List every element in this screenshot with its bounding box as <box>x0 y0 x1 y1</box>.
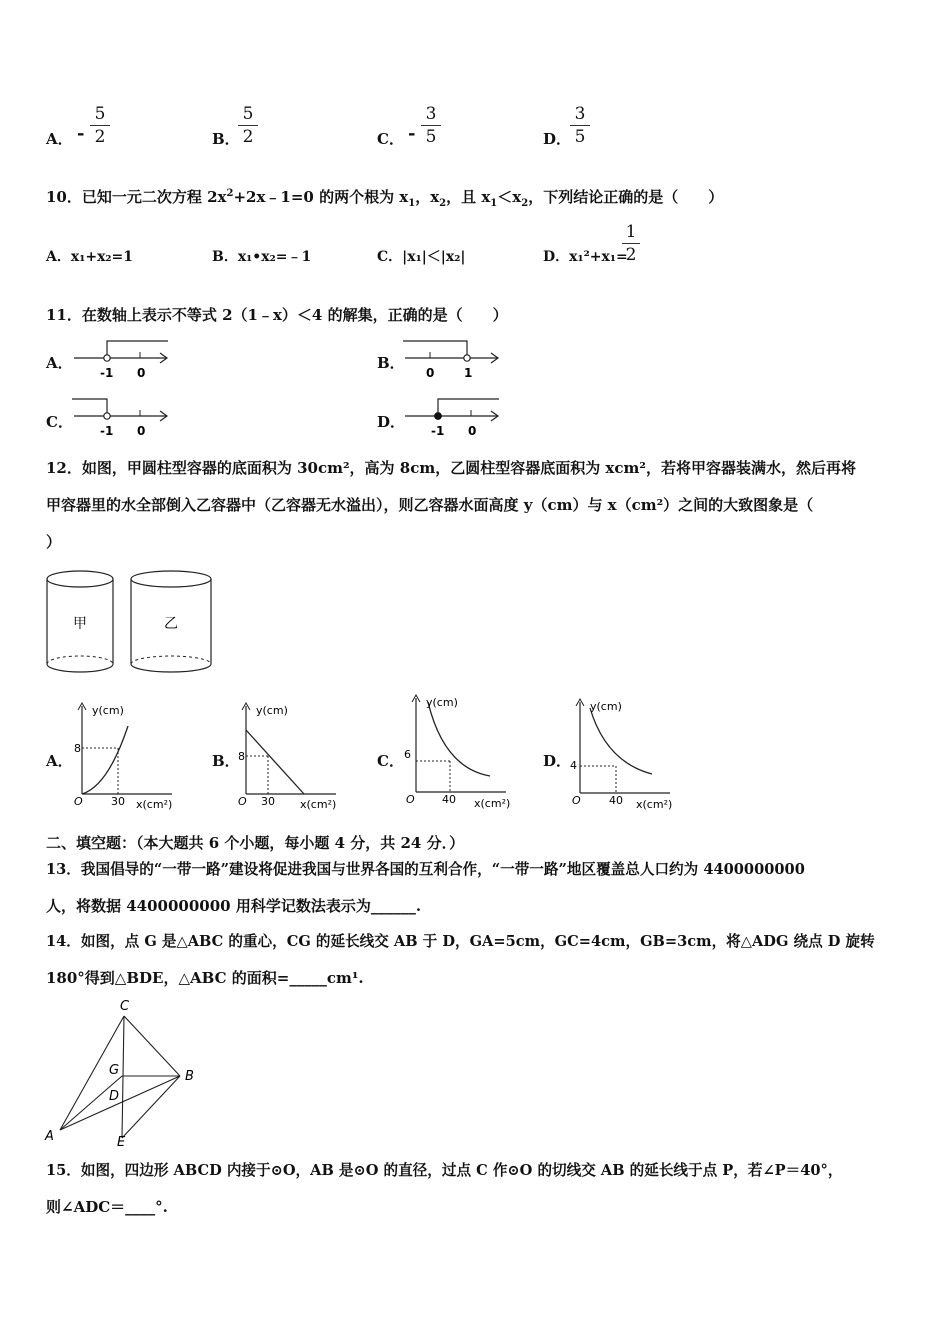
q14-line1: 14．如图，点 G 是△ABC 的重心，CG 的延长线交 AB 于 D，GA=5cm，GC=4cm，GB=3cm，将△ADG 绕点 D 旋转 <box>46 933 875 950</box>
q10-stem-d: ，且 x <box>446 188 491 206</box>
q11-option-b-label: B． <box>377 354 405 372</box>
denominator: 2 <box>242 127 254 147</box>
section-2-heading: 二、填空题：（本大题共 6 个小题，每小题 4 分，共 24 分．） <box>46 834 465 852</box>
q10-sub2: 2 <box>439 198 447 209</box>
q9-option-b-label: B． <box>212 130 240 148</box>
q12-option-b-label: B． <box>212 752 240 770</box>
q9-option-c-fraction <box>421 104 441 147</box>
point-g-label: G <box>109 1063 120 1078</box>
numerator: 5 <box>94 104 106 124</box>
q10-sub1: 1 <box>408 198 416 209</box>
point-e-label: E <box>117 1135 126 1148</box>
numerator: 3 <box>425 104 437 124</box>
x-axis-label: x(cm²) <box>300 798 337 811</box>
point-d-label: D <box>109 1089 120 1104</box>
q11-option-c-label: C． <box>46 413 73 431</box>
tick-label: 0 <box>426 366 435 380</box>
q10-option-b: B．x₁•x₂=﹣1 <box>212 249 312 265</box>
q10-sub2b: 2 <box>521 198 529 209</box>
q12-graph-b <box>236 700 348 812</box>
q12-option-d-label: D． <box>543 752 572 770</box>
origin-label: O <box>238 795 247 808</box>
q10-stem-b: +2x﹣1=0 的两个根为 x <box>233 188 409 206</box>
q11-option-d-numberline <box>403 396 503 442</box>
q12-option-c-label: C． <box>377 752 404 770</box>
q11-option-a-numberline <box>72 338 172 384</box>
x-axis-label: x(cm²) <box>636 798 673 811</box>
container-yi-label: 乙 <box>164 616 178 632</box>
tick-label: 1 <box>464 366 473 380</box>
q10-option-a: A．x₁+x₂=1 <box>46 249 134 265</box>
tick-label: 0 <box>137 424 146 438</box>
q9-option-c-sign: - <box>408 123 416 144</box>
q10-stem-a: 10．已知一元二次方程 2x <box>46 188 227 206</box>
q9-option-b-fraction <box>238 104 258 147</box>
origin-label: O <box>572 794 581 807</box>
q9-option-a-sign: - <box>77 123 85 144</box>
y-tick-label: 8 <box>238 750 245 763</box>
y-axis-label: y(cm) <box>426 696 458 709</box>
numerator: 3 <box>574 104 586 124</box>
q10-option-d-label: D．x₁²+x₁= <box>543 249 628 265</box>
tick-label: -1 <box>100 424 114 438</box>
q10-stem-c: ，x <box>415 188 440 206</box>
q12-line2: 甲容器里的水全部倒入乙容器中（乙容器无水溢出），则乙容器水面高度 y（cm）与 x（cm²）之间的大致图象是（ <box>46 496 814 514</box>
q12-graph-a <box>72 700 184 812</box>
q11-option-d-label: D． <box>377 413 406 431</box>
q11-option-c-numberline <box>72 396 172 442</box>
numerator: 5 <box>242 104 254 124</box>
q10-option-d-fraction <box>622 222 640 265</box>
origin-label: O <box>406 793 415 806</box>
y-axis-label: y(cm) <box>92 704 124 717</box>
q11-option-a-label: A． <box>46 354 73 372</box>
y-tick-label: 4 <box>570 759 577 772</box>
x-axis-label: x(cm²) <box>136 798 173 811</box>
x-axis-label: x(cm²) <box>474 797 511 810</box>
tick-label: -1 <box>431 424 445 438</box>
q10-stem-e: ＜x <box>497 188 522 206</box>
x-tick-label: 40 <box>609 794 623 807</box>
x-tick-label: 40 <box>442 793 456 806</box>
tick-label: -1 <box>100 366 114 380</box>
q12-line1: 12．如图，甲圆柱型容器的底面积为 30cm²，高为 8cm，乙圆柱型容器底面积为 xcm²，若将甲容器装满水，然后再将 <box>46 459 856 477</box>
denominator: 5 <box>574 127 586 147</box>
point-b-label: B <box>185 1069 194 1084</box>
q13-line2: 人，将数据 4400000000 用科学记数法表示为______. <box>46 897 422 915</box>
tick-label: 0 <box>137 366 146 380</box>
q13-line1: 13．我国倡导的“一带一路”建设将促进我国与世界各国的互利合作，“一带一路”地区覆盖总人口约为 4400000000 <box>46 861 805 878</box>
q9-option-a-label: A． <box>46 130 73 148</box>
q15-line1: 15．如图，四边形 ABCD 内接于⊙O，AB 是⊙O 的直径，过点 C 作⊙O 的切线交 AB 的延长线于点 P，若∠P＝40°， <box>46 1162 843 1179</box>
y-tick-label: 6 <box>404 748 411 761</box>
x-tick-label: 30 <box>111 795 125 808</box>
denominator: 2 <box>625 245 637 265</box>
point-c-label: C <box>120 999 130 1014</box>
x-tick-label: 30 <box>261 795 275 808</box>
q10-stem-f: ，下列结论正确的是（ ） <box>528 188 724 206</box>
q12-graph-c <box>404 692 520 812</box>
container-yi <box>131 571 211 672</box>
q11-stem: 11．在数轴上表示不等式 2（1﹣x）＜4 的解集，正确的是（ ） <box>46 306 508 324</box>
y-axis-label: y(cm) <box>590 700 622 713</box>
q12-option-a-label: A． <box>46 752 73 770</box>
tick-label: 0 <box>468 424 477 438</box>
q10-stem-sup: 2 <box>226 188 234 199</box>
denominator: 5 <box>425 127 437 147</box>
denominator: 2 <box>94 127 106 147</box>
q9-option-d-fraction <box>570 104 590 147</box>
point-a-label: A <box>45 1129 54 1144</box>
container-jia <box>47 571 113 672</box>
origin-label: O <box>74 795 83 808</box>
q10-sub1b: 1 <box>490 198 498 209</box>
q9-option-d-label: D． <box>543 130 572 148</box>
q9-option-a-fraction <box>90 104 110 147</box>
q12-graph-d <box>570 696 682 812</box>
q10-option-c: C．|x₁|＜|x₂| <box>377 249 466 265</box>
container-jia-label: 甲 <box>73 616 87 632</box>
q14-line2: 180°得到△BDE，△ABC 的面积=_____cm¹. <box>46 969 364 987</box>
q10-stem <box>46 186 723 209</box>
q12-containers <box>44 568 220 680</box>
y-axis-label: y(cm) <box>256 704 288 717</box>
y-tick-label: 8 <box>74 742 81 755</box>
q15-line2: 则∠ADC＝____°. <box>46 1198 168 1216</box>
q12-line3: ） <box>46 533 62 551</box>
numerator: 1 <box>625 222 637 242</box>
q14-triangle-figure <box>40 996 210 1148</box>
q11-option-b-numberline <box>403 338 503 384</box>
q9-option-c-label: C． <box>377 130 404 148</box>
